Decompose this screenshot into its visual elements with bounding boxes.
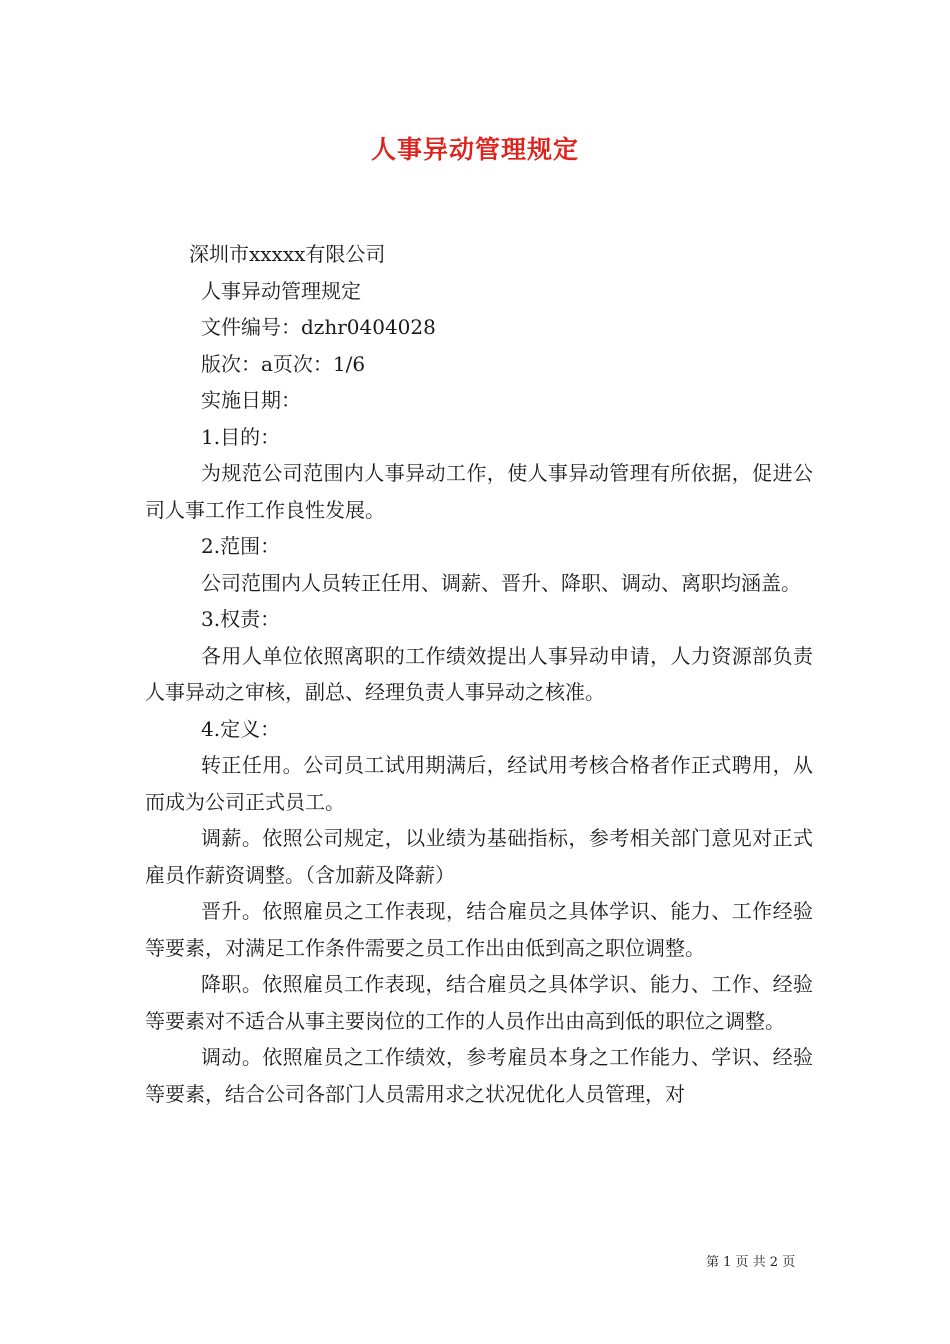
effective-date: 实施日期： [201,388,301,412]
company-name: 深圳市xxxxx有限公司 [189,242,386,266]
document-body [145,236,813,1112]
section-heading-purpose: 1.目的： [201,424,281,449]
definition-paragraph: 调动。依照雇员之工作绩效，参考雇员本身之工作能力、学识、经验等要素，结合公司各部门人员需用求之状况优化人员管理，对 [145,1045,813,1106]
document-title: 人事异动管理规定 [370,135,579,164]
section-heading-definition: 4.定义： [201,716,281,741]
section-paragraph: 公司范围内人员转正任用、调薪、晋升、降职、调动、离职均涵盖。 [201,570,801,595]
definition-paragraph: 晋升。依照雇员之工作表现，结合雇员之具体学识、能力、工作经验等要素，对满足工作条件需要之员工作出由低到高之职位调整。 [145,899,813,960]
section-paragraph: 为规范公司范围内人事异动工作，使人事异动管理有所依据，促进公司人事工作工作良性发展。 [145,461,813,522]
section-heading-responsibility: 3.权责： [201,607,281,631]
definition-paragraph: 调薪。依照公司规定，以业绩为基础指标，参考相关部门意见对正式雇员作薪资调整。（含加薪及降薪） [145,826,813,887]
definition-paragraph: 降职。依照雇员工作表现，结合雇员之具体学识、能力、工作、经验等要素对不适合从事主要岗位的工作的人员作出由高到低的职位之调整。 [145,972,813,1033]
doc-subtitle: 人事异动管理规定 [201,278,361,303]
document-number: 文件编号：dzhr0404028 [201,315,436,339]
section-paragraph: 各用人单位依照离职的工作绩效提出人事异动申请，人力资源部负责人事异动之审核，副总、经理负责人事异动之核准。 [145,643,813,704]
version-info: 版次：a页次：1/6 [201,351,366,376]
section-heading-scope: 2.范围： [201,534,281,558]
page-number-footer: 第 1 页 共 2 页 [706,1255,796,1270]
definition-paragraph: 转正任用。公司员工试用期满后，经试用考核合格者作正式聘用，从而成为公司正式员工。 [145,753,813,814]
